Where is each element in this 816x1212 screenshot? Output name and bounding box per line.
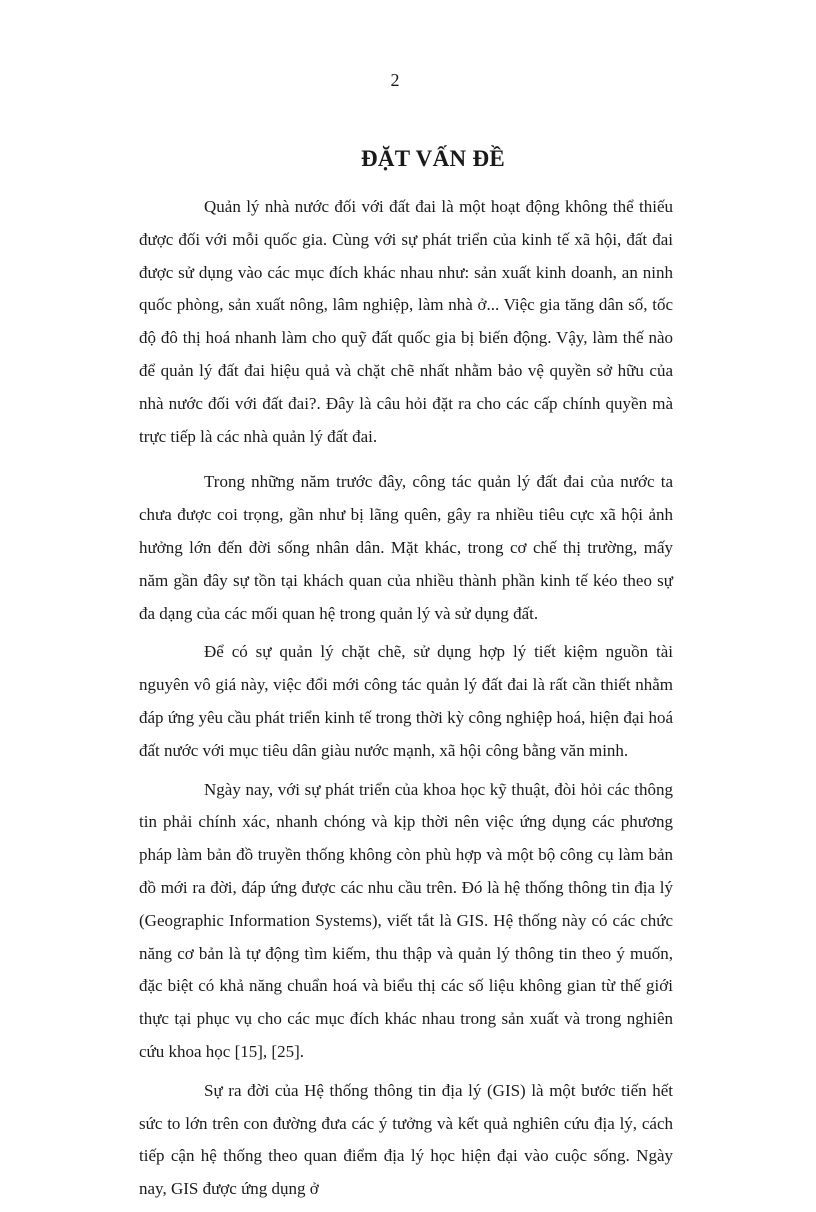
paragraph-2: Trong những năm trước đây, công tác quản lý đất đai của nước ta chưa được coi trọng, gần như bị lãng quên, gây ra nhiều tiêu cực xã hội ảnh hưởng lớn đến đời sống nhân dân. Mặt khác, trong cơ chế thị trường, mấy năm gần đây sự tồn tại khách quan của nhiều thành phần kinh tế kéo theo sự đa dạng của các mối quan hệ trong quản lý và sử dụng đất. [139,472,673,623]
paragraph-3: Để có sự quản lý chặt chẽ, sử dụng hợp lý tiết kiệm nguồn tài nguyên vô giá này, việc đổi mới công tác quản lý đất đai là rất cần thiết nhằm đáp ứng yêu cầu phát triển kinh tế trong thời kỳ công nghiệp hoá, hiện đại hoá đất nước với mục tiêu dân giàu nước mạnh, xã hội công bằng văn minh. [139,642,673,760]
section-heading: ĐẶT VẤN ĐỀ [360,146,505,171]
paragraph-5: Sự ra đời của Hệ thống thông tin địa lý (GIS) là một bước tiến hết sức to lớn trên con đường đưa các ý tưởng và kết quả nghiên cứu địa lý, cách tiếp cận hệ thống theo quan điểm địa lý học hiện đại vào cuộc sống. Ngày nay, GIS được ứng dụng ở [139,1080,673,1199]
page-number: 2 [390,70,400,90]
paragraph-1: Quản lý nhà nước đối với đất đai là một hoạt động không thể thiếu được đối với mỗi quốc gia. Cùng với sự phát triển của kinh tế xã hội, đất đai được sử dụng vào các mục đích khác nhau như: sản xuất kinh doanh, an ninh quốc phòng, sản xuất nông, lâm nghiệp, làm nhà ở... Việc gia tăng dân số, tốc độ đô thị hoá nhanh làm cho quỹ đất quốc gia bị biến động. Vậy, làm thế nào để quản lý đất đai hiệu quả và chặt chẽ nhất nhằm bảo vệ quyền sở hữu của nhà nước đối với đất đai?. Đây là câu hỏi đặt ra cho các cấp chính quyền mà trực tiếp là các nhà quản lý đất đai. [139,197,673,446]
body-text [139,191,673,1212]
paragraph-4: Ngày nay, với sự phát triển của khoa học kỹ thuật, đòi hỏi các thông tin phải chính xác, nhanh chóng và kịp thời nên việc ứng dụng các phương pháp làm bản đồ truyền thống không còn phù hợp và một bộ công cụ làm bản đồ mới ra đời, đáp ứng được các nhu cầu trên. Đó là hệ thống thông tin địa lý (Geographic Information Systems), viết tắt là GIS. Hệ thống này có các chức năng cơ bản là tự động tìm kiếm, thu thập và quản lý thông tin theo ý muốn, đặc biệt có khả năng chuẩn hoá và biểu thị các số liệu không gian từ thế giới thực tại phục vụ cho các mục đích khác nhau trong sản xuất và trong nghiên cứu khoa học [15], [25]. [139,779,673,1061]
